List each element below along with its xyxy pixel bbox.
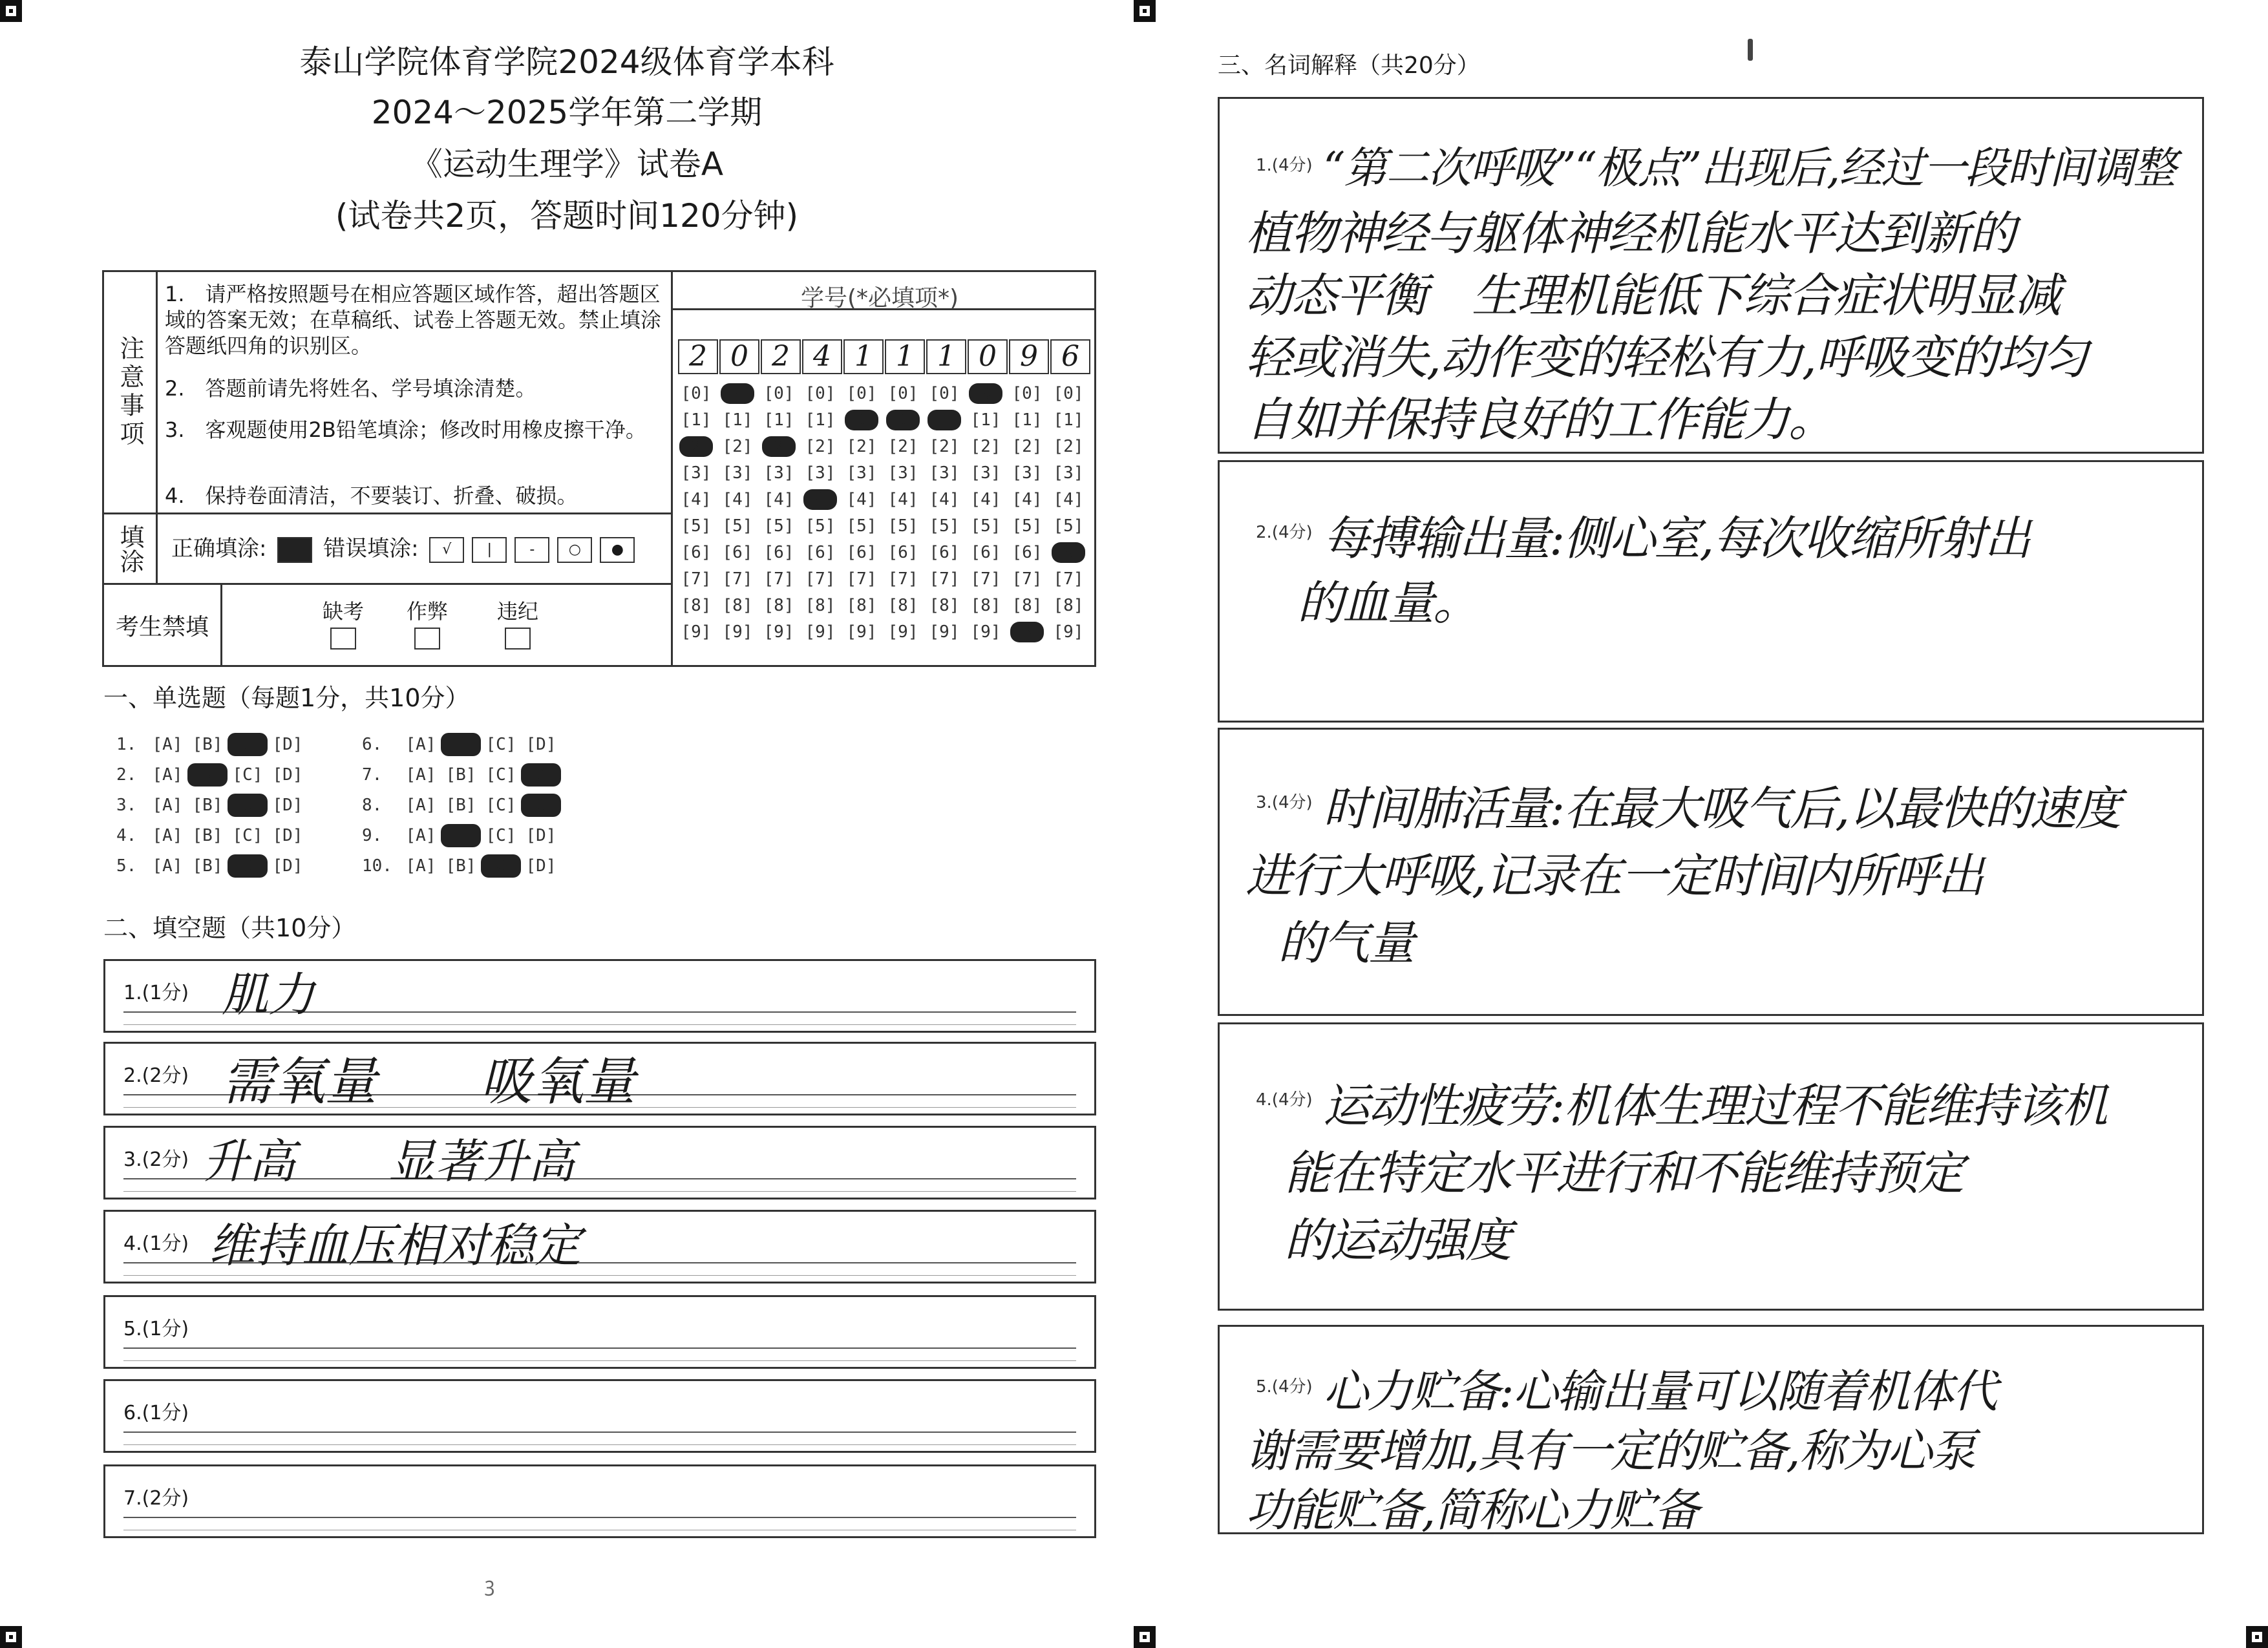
student-id-bubble[interactable]: [9] <box>722 622 753 642</box>
option-bubble-filled[interactable]: [D] <box>521 763 561 787</box>
student-id-digit[interactable]: 4 <box>802 339 842 374</box>
fill-blank-box[interactable] <box>103 959 1096 1033</box>
student-id-bubble[interactable]: [9] <box>763 622 794 642</box>
student-id-bubble[interactable]: [3] <box>805 463 836 483</box>
correct-fill-sample-icon <box>277 537 312 563</box>
option-bubble[interactable]: [D] <box>272 765 303 785</box>
absent-option[interactable]: 缺考 <box>311 595 376 650</box>
handwritten-line: 的气量 <box>1278 916 1414 970</box>
handwritten-answer: 维持血压相对稳定 <box>209 1218 582 1273</box>
student-id-bubble[interactable]: [2] <box>970 437 1001 456</box>
student-id-bubble[interactable]: [7] <box>929 569 960 589</box>
forbid-heading: 考生禁填 <box>104 585 222 665</box>
student-id-digit[interactable]: 0 <box>719 339 759 374</box>
student-id-bubble[interactable]: [8] <box>1012 596 1043 615</box>
student-id-bubble[interactable]: [4] <box>722 490 753 509</box>
handwritten-line: 功能贮备,简称心力贮备 <box>1245 1484 1699 1537</box>
notice-item-4: 4. 保持卷面清洁，不要装订、折叠、破损。 <box>165 483 578 508</box>
option-bubble-filled[interactable]: [C] <box>228 854 268 878</box>
question-row <box>362 733 561 756</box>
option-bubble[interactable]: [B] <box>445 796 476 815</box>
fill-blank-box[interactable] <box>103 1126 1096 1199</box>
handwritten-line: 心力贮备:心输出量可以随着机体代 <box>1323 1365 1997 1418</box>
student-id-bubble[interactable]: [1] <box>1053 410 1084 430</box>
student-id-bubble[interactable]: [7] <box>1012 569 1043 589</box>
student-id-bubble[interactable]: [1] <box>763 410 794 430</box>
student-id-bubble[interactable]: [0] <box>846 384 877 403</box>
student-id-bubble[interactable]: [1] <box>722 410 753 430</box>
option-bubble-filled[interactable]: [B] <box>187 763 228 787</box>
student-id-bubble[interactable]: [4] <box>970 490 1001 509</box>
single-choice-title: 一、单选题（每题1分，共10分） <box>103 684 470 712</box>
student-id-bubble[interactable]: [9] <box>1053 622 1084 642</box>
option-bubble[interactable]: [A] <box>152 856 183 876</box>
question-number: 1. <box>116 735 137 754</box>
student-id-bubble[interactable]: [8] <box>763 596 794 615</box>
option-bubble[interactable]: [C] <box>485 796 516 815</box>
student-id-bubble[interactable]: [5] <box>805 516 836 536</box>
fill-blank-label: 5.(1分) <box>123 1318 189 1340</box>
student-id-bubble[interactable]: [0] <box>805 384 836 403</box>
student-id-bubble[interactable]: [9] <box>805 622 836 642</box>
fill-blank-box[interactable] <box>103 1379 1096 1453</box>
student-id-bubble[interactable]: [9] <box>846 622 877 642</box>
fill-blank-label: 3.(2分) <box>123 1148 189 1171</box>
student-id-bubble[interactable]: [7] <box>805 569 836 589</box>
student-id-bubble-filled[interactable]: [0] <box>969 383 1002 404</box>
option-bubble[interactable]: [A] <box>152 796 183 815</box>
student-id-bubble[interactable]: [0] <box>1012 384 1043 403</box>
student-id-bubble-filled[interactable]: [6] <box>1052 542 1085 563</box>
student-id-bubble-filled[interactable]: [2] <box>762 436 796 457</box>
option-bubble-filled[interactable]: [B] <box>441 824 481 847</box>
student-id-bubble[interactable]: [3] <box>1053 463 1084 483</box>
question-row <box>362 794 561 817</box>
student-id-bubble-filled[interactable]: [1] <box>845 410 878 430</box>
student-id-bubble[interactable]: [5] <box>722 516 753 536</box>
option-bubble[interactable]: [B] <box>445 856 476 876</box>
student-id-bubble[interactable]: [6] <box>722 543 753 562</box>
option-bubble[interactable]: [A] <box>405 765 436 785</box>
student-id-bubble[interactable]: [9] <box>929 622 960 642</box>
student-id-bubble[interactable]: [6] <box>681 543 712 562</box>
student-id-digit[interactable]: 2 <box>761 339 801 374</box>
student-id-bubble[interactable]: [7] <box>970 569 1001 589</box>
student-id-bubble[interactable]: [4] <box>763 490 794 509</box>
handwritten-line: 时间肺活量:在最大吸气后,以最快的速度 <box>1323 781 2121 836</box>
wrong-mark-bar-icon: | <box>472 537 507 563</box>
question-number: 7. <box>362 765 383 785</box>
notice-item-2: 2. 答题前请先将姓名、学号填涂清楚。 <box>165 376 536 401</box>
question-row <box>362 824 561 847</box>
student-id-bubble[interactable]: [2] <box>722 437 753 456</box>
student-id-bubble[interactable]: [5] <box>929 516 960 536</box>
student-id-bubble[interactable]: [0] <box>681 384 712 403</box>
wrong-mark-circle-icon: ○ <box>557 537 592 563</box>
student-id-bubble[interactable]: [7] <box>887 569 918 589</box>
wrong-mark-dash-icon: - <box>514 537 549 563</box>
option-bubble[interactable]: [D] <box>272 735 303 754</box>
student-id-bubble[interactable]: [5] <box>681 516 712 536</box>
term-question-label: 5.(4分) <box>1256 1377 1313 1397</box>
handwritten-line: 植物神经与躯体神经机能水平达到新的 <box>1245 206 2015 260</box>
student-id-bubble[interactable]: [2] <box>929 437 960 456</box>
question-row <box>116 794 308 817</box>
corner-marker-icon <box>1134 0 1156 22</box>
fill-blank-box[interactable] <box>103 1464 1096 1538</box>
handwritten-line: 运动性疲劳:机体生理过程不能维持该机 <box>1323 1079 2107 1133</box>
student-id-bubble-filled[interactable]: [4] <box>803 489 837 510</box>
term-question-label: 3.(4分) <box>1256 793 1313 812</box>
handwritten-line: 的运动强度 <box>1284 1213 1511 1267</box>
term-answer-box[interactable] <box>1218 460 2204 723</box>
question-number: 2. <box>116 765 137 785</box>
student-id-bubble[interactable]: [1] <box>1012 410 1043 430</box>
student-id-digit[interactable]: 2 <box>678 339 718 374</box>
handwritten-line: 自如并保持良好的工作能力。 <box>1245 392 1834 447</box>
student-id-bubble[interactable]: [3] <box>1012 463 1043 483</box>
option-bubble[interactable]: [A] <box>405 796 436 815</box>
student-id-bubble[interactable]: [8] <box>887 596 918 615</box>
student-id-bubble[interactable]: [7] <box>722 569 753 589</box>
option-bubble[interactable]: [B] <box>192 735 223 754</box>
violation-checkbox[interactable] <box>505 628 531 650</box>
handwritten-line: 能在特定水平进行和不能维持预定 <box>1284 1146 1964 1200</box>
term-answer-box[interactable] <box>1218 1325 2204 1537</box>
question-row <box>362 763 561 787</box>
handwritten-line: 每搏输出量:侧心室,每次收缩所射出 <box>1323 511 2030 565</box>
option-bubble-filled[interactable]: [C] <box>481 854 521 878</box>
student-id-bubble[interactable]: [1] <box>805 410 836 430</box>
student-id-bubble[interactable]: [8] <box>681 596 712 615</box>
option-bubble[interactable]: [D] <box>272 796 303 815</box>
question-number: 4. <box>116 826 137 845</box>
question-number: 10. <box>362 856 392 876</box>
student-id-bubble[interactable]: [2] <box>846 437 877 456</box>
student-id-bubble[interactable]: [6] <box>805 543 836 562</box>
exam-title-line3: 《运动生理学》试卷A <box>410 145 724 183</box>
question-row <box>116 733 308 756</box>
student-id-bubble[interactable]: [2] <box>887 437 918 456</box>
option-bubble-filled[interactable]: [C] <box>228 733 268 756</box>
question-number: 9. <box>362 826 383 845</box>
term-answer-box[interactable] <box>1218 97 2204 454</box>
handwritten-line: 谢需要增加,具有一定的贮备,称为心泵 <box>1245 1424 1975 1477</box>
student-id-bubble[interactable]: [3] <box>722 463 753 483</box>
student-id-digit[interactable]: 6 <box>1050 339 1090 374</box>
option-bubble[interactable]: [D] <box>272 856 303 876</box>
student-id-bubble[interactable]: [8] <box>929 596 960 615</box>
student-id-bubble[interactable]: [0] <box>1053 384 1084 403</box>
option-bubble[interactable]: [B] <box>192 856 223 876</box>
student-id-bubble[interactable]: [1] <box>970 410 1001 430</box>
student-id-bubble[interactable]: [3] <box>681 463 712 483</box>
handwritten-line: 进行大呼吸,记录在一定时间内所呼出 <box>1245 849 1983 903</box>
student-id-bubble-filled[interactable]: [1] <box>927 410 961 430</box>
fill-blank-label: 7.(2分) <box>123 1487 189 1510</box>
option-bubble[interactable]: [C] <box>232 765 263 785</box>
student-id-bubble[interactable]: [2] <box>805 437 836 456</box>
student-id-bubble[interactable]: [7] <box>1053 569 1084 589</box>
student-id-digit[interactable]: 1 <box>885 339 925 374</box>
notice-item-1: 1. 请严格按照题号在相应答题区域作答，超出答题区域的答案无效；在草稿纸、试卷上答题无效。禁止填涂答题纸四角的识别区。 <box>165 282 662 358</box>
fill-blank-label: 1.(1分) <box>123 982 189 1004</box>
question-row <box>116 763 308 787</box>
student-id-bubble[interactable]: [9] <box>970 622 1001 642</box>
option-bubble-filled[interactable]: [D] <box>521 794 561 817</box>
fill-blank-label: 2.(2分) <box>123 1064 189 1087</box>
student-id-digit[interactable]: 1 <box>843 339 884 374</box>
question-number: 3. <box>116 796 137 815</box>
student-id-bubble[interactable]: [3] <box>970 463 1001 483</box>
option-bubble[interactable]: [A] <box>152 826 183 845</box>
student-id-bubble-filled[interactable]: [1] <box>886 410 920 430</box>
option-bubble[interactable]: [C] <box>485 826 516 845</box>
handwritten-line: 动态平衡 生理机能低下综合症状明显减 <box>1245 268 2061 322</box>
student-id-bubble[interactable]: [6] <box>1012 543 1043 562</box>
student-id-digit[interactable]: 0 <box>968 339 1008 374</box>
exam-title-line4: (试卷共2页，答题时间120分钟) <box>335 197 799 235</box>
question-row <box>116 824 308 847</box>
student-id-bubble[interactable]: [4] <box>846 490 877 509</box>
handwritten-line: 轻或消失,动作变的轻松有力,呼吸变的均匀 <box>1245 330 2087 385</box>
corner-marker-icon <box>0 1626 22 1648</box>
wrong-mark-dot-icon: ● <box>600 537 635 563</box>
term-question-label: 4.(4分) <box>1256 1090 1313 1110</box>
corner-marker-icon <box>2246 1626 2268 1648</box>
exam-title-line2: 2024～2025学年第二学期 <box>371 94 763 131</box>
stray-mark-icon <box>1748 39 1753 61</box>
student-id-bubble[interactable]: [6] <box>887 543 918 562</box>
handwritten-line: 的血量。 <box>1297 576 1479 630</box>
student-id-bubble[interactable]: [4] <box>887 490 918 509</box>
handwritten-answer: 肌力 <box>222 967 315 1022</box>
student-id-bubble[interactable]: [2] <box>1012 437 1043 456</box>
option-bubble[interactable]: [C] <box>232 826 263 845</box>
option-bubble[interactable]: [A] <box>405 856 436 876</box>
student-id-bubble[interactable]: [9] <box>887 622 918 642</box>
student-id-bubble[interactable]: [8] <box>722 596 753 615</box>
student-id-digit[interactable]: 9 <box>1009 339 1049 374</box>
student-id-bubble[interactable]: [7] <box>763 569 794 589</box>
student-id-bubble[interactable]: [4] <box>681 490 712 509</box>
wrong-fill-label: 错误填涂: <box>323 536 419 562</box>
student-id-bubble[interactable]: [4] <box>1053 490 1084 509</box>
student-id-bubble-filled[interactable]: [2] <box>679 436 713 457</box>
cheating-option[interactable]: 作弊 <box>395 595 460 650</box>
student-id-bubble[interactable]: [5] <box>887 516 918 536</box>
student-id-bubble[interactable]: [8] <box>1053 596 1084 615</box>
question-row <box>362 854 561 878</box>
option-bubble[interactable]: [B] <box>192 796 223 815</box>
student-id-bubble[interactable]: [8] <box>846 596 877 615</box>
student-id-bubble-filled[interactable]: [9] <box>1010 622 1044 642</box>
option-bubble[interactable]: [B] <box>445 765 476 785</box>
notice-heading: 注意事项 <box>104 272 158 512</box>
question-number: 8. <box>362 796 383 815</box>
question-row <box>116 854 308 878</box>
option-bubble[interactable]: [C] <box>485 765 516 785</box>
option-bubble[interactable]: [A] <box>405 735 436 754</box>
student-id-bubble[interactable]: [0] <box>929 384 960 403</box>
fill-blank-title: 二、填空题（共10分） <box>103 914 356 942</box>
student-id-bubble[interactable]: [8] <box>805 596 836 615</box>
student-id-bubble[interactable]: [4] <box>929 490 960 509</box>
answer-sheet-page-2 <box>1134 0 2268 1648</box>
fill-heading: 填涂 <box>104 514 158 583</box>
student-id-bubble[interactable]: [5] <box>1012 516 1043 536</box>
student-id-bubble-filled[interactable]: [0] <box>721 383 754 404</box>
option-bubble[interactable]: [D] <box>272 826 303 845</box>
student-id-bubble[interactable]: [4] <box>1012 490 1043 509</box>
student-id-bubble[interactable]: [5] <box>1053 516 1084 536</box>
option-bubble[interactable]: [B] <box>192 826 223 845</box>
fill-blank-label: 6.(1分) <box>123 1402 189 1424</box>
student-id-bubble[interactable]: [3] <box>763 463 794 483</box>
term-explanation-title: 三、名词解释（共20分） <box>1218 52 1480 79</box>
violation-option[interactable]: 违纪 <box>485 595 550 650</box>
term-answer-box[interactable] <box>1218 1022 2204 1311</box>
student-id-bubble[interactable]: [7] <box>846 569 877 589</box>
question-number: 6. <box>362 735 383 754</box>
student-id-bubble[interactable]: [6] <box>970 543 1001 562</box>
corner-marker-icon <box>1134 1626 1156 1648</box>
fill-blank-box[interactable] <box>103 1210 1096 1284</box>
option-bubble[interactable]: [A] <box>405 826 436 845</box>
student-id-bubble[interactable]: [3] <box>929 463 960 483</box>
corner-marker-icon <box>0 0 22 22</box>
option-bubble[interactable]: [C] <box>485 735 516 754</box>
student-id-bubble[interactable]: [5] <box>846 516 877 536</box>
student-id-bubble[interactable]: [6] <box>763 543 794 562</box>
student-id-bubble[interactable]: [3] <box>887 463 918 483</box>
wrong-mark-check-icon: √ <box>429 537 464 563</box>
fill-legend <box>171 536 669 563</box>
option-bubble[interactable]: [A] <box>152 735 183 754</box>
handwritten-line: “第二次呼吸”“极点”出现后,经过一段时间调整 <box>1323 143 2176 193</box>
fill-blank-box[interactable] <box>103 1295 1096 1369</box>
student-id-bubble[interactable]: [9] <box>681 622 712 642</box>
cheating-checkbox[interactable] <box>414 628 440 650</box>
handwritten-answer: 需氧量 吸氧量 <box>222 1051 635 1112</box>
student-id-bubble[interactable]: [3] <box>846 463 877 483</box>
option-bubble[interactable]: [A] <box>152 765 183 785</box>
student-id-bubble[interactable]: [6] <box>846 543 877 562</box>
student-id-bubble[interactable]: [8] <box>970 596 1001 615</box>
term-question-label: 2.(4分) <box>1256 523 1313 542</box>
handwritten-answer: 升高 显著升高 <box>202 1134 575 1188</box>
student-id-bubble[interactable]: [0] <box>887 384 918 403</box>
option-bubble[interactable]: [D] <box>525 856 556 876</box>
notice-item-3: 3. 客观题使用2B铅笔填涂；修改时用橡皮擦干净。 <box>165 417 646 442</box>
term-question-label: 1.(4分) <box>1256 156 1313 175</box>
student-id-bubble[interactable]: [2] <box>1053 437 1084 456</box>
absent-checkbox[interactable] <box>330 628 356 650</box>
student-id-bubble[interactable]: [1] <box>681 410 712 430</box>
option-bubble-filled[interactable]: [B] <box>441 733 481 756</box>
option-bubble-filled[interactable]: [C] <box>228 794 268 817</box>
term-answer-box[interactable] <box>1218 728 2204 1016</box>
student-id-bubble[interactable]: [6] <box>929 543 960 562</box>
question-number: 5. <box>116 856 137 876</box>
option-bubble[interactable]: [D] <box>525 735 556 754</box>
stray-mark-icon: ꝫ <box>485 1574 495 1596</box>
student-id-title: 学号(*必填项*) <box>800 285 959 312</box>
notice-panel <box>102 270 1096 667</box>
fill-blank-box[interactable] <box>103 1042 1096 1115</box>
student-id-bubble[interactable]: [7] <box>681 569 712 589</box>
student-id-bubble[interactable]: [5] <box>763 516 794 536</box>
student-id-bubble[interactable]: [0] <box>763 384 794 403</box>
option-bubble[interactable]: [D] <box>525 826 556 845</box>
student-id-digit[interactable]: 1 <box>926 339 966 374</box>
correct-fill-label: 正确填涂: <box>171 536 267 562</box>
exam-title-line1: 泰山学院体育学院2024级体育学本科 <box>299 43 834 81</box>
fill-blank-label: 4.(1分) <box>123 1232 189 1255</box>
student-id-bubble[interactable]: [5] <box>970 516 1001 536</box>
